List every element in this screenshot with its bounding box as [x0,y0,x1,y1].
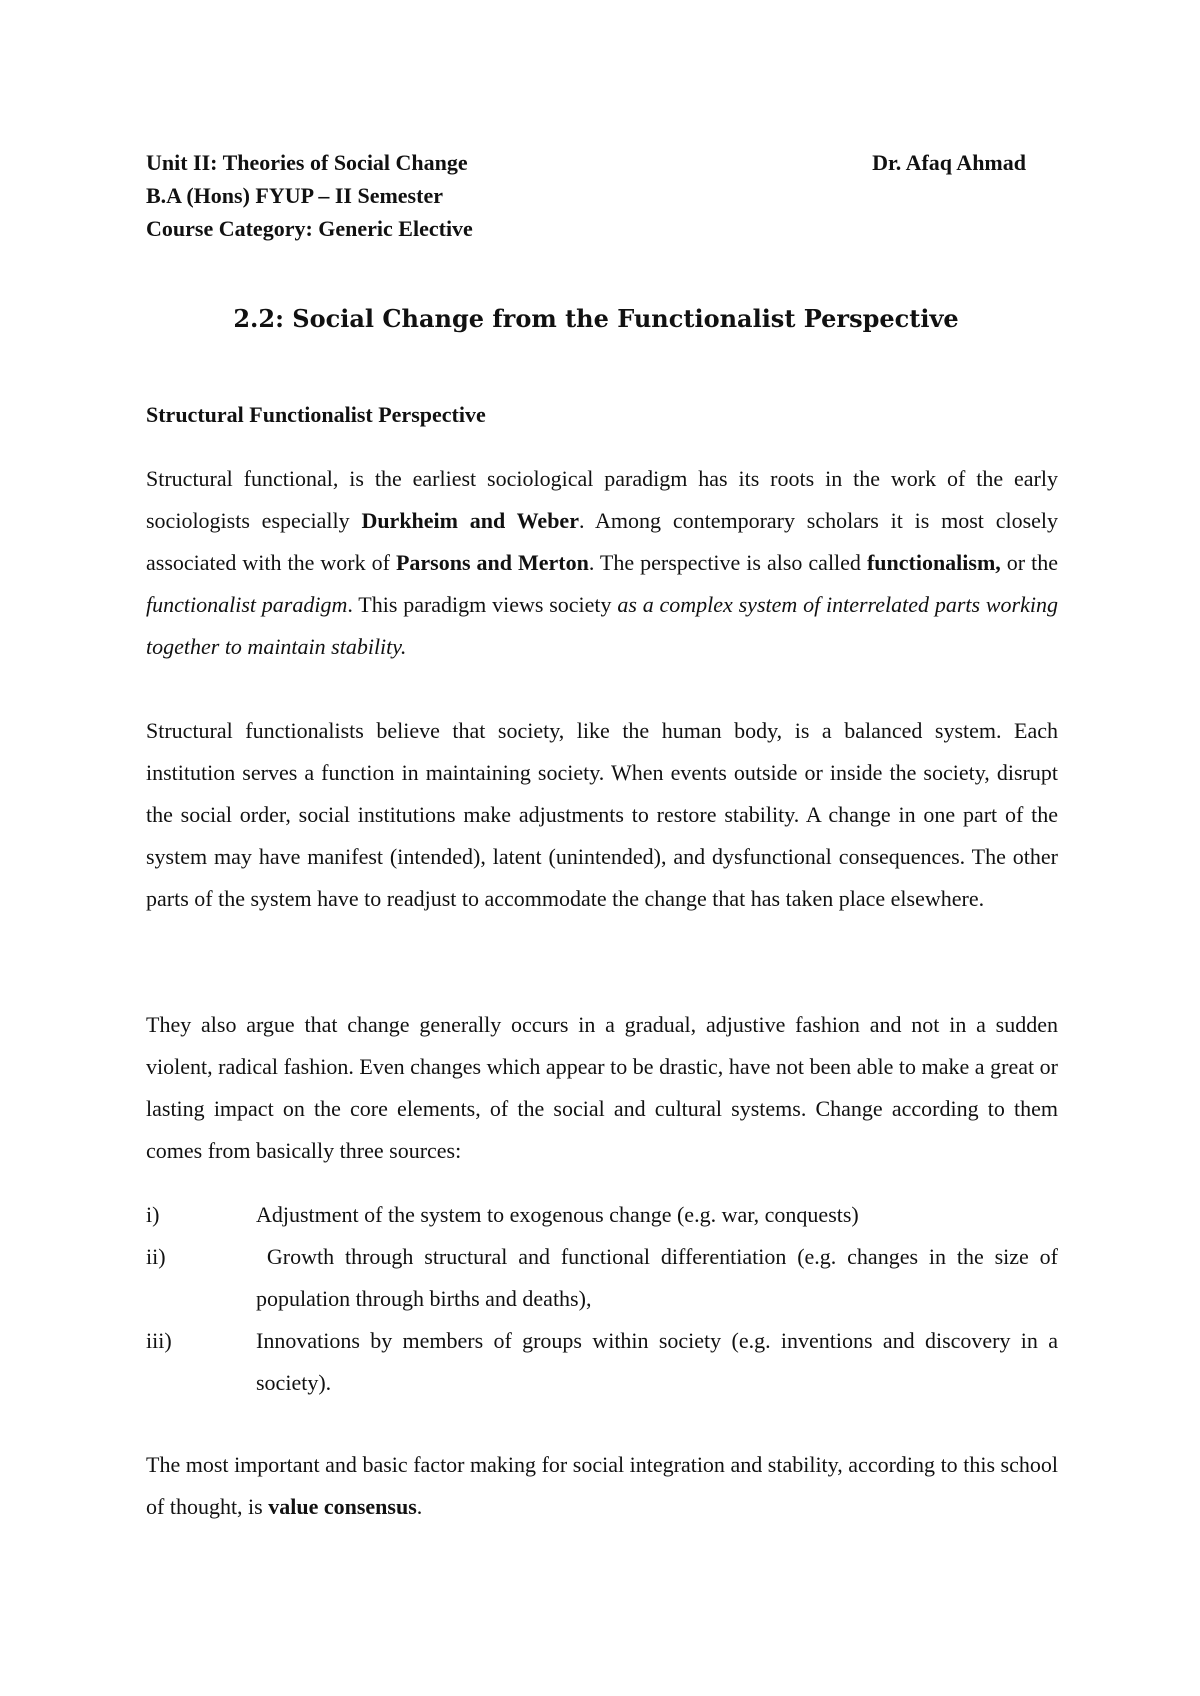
bold-run: Durkheim and Weber [361,508,579,533]
sources-list [146,1194,1064,1404]
unit-title: Unit II: Theories of Social Change [146,150,468,175]
list-number: i) [146,1202,160,1227]
paragraph-1 [146,458,1058,668]
text-run: or the [1000,550,1058,575]
subheading: Structural Functionalist Perspective [146,402,486,427]
text-run: . The perspective is also called [588,550,867,575]
bold-run: value consensus [268,1494,417,1519]
text-run: Structural functional, is the earliest sociological paradigm has its roots in the work of the early sociologists especially [146,466,1058,533]
author-name: Dr. Afaq Ahmad [872,150,1026,175]
section-title: 2.2: Social Change from the Functionalist Perspective [233,304,959,333]
document-header [146,146,1026,245]
course-category: Course Category: Generic Elective [146,216,473,241]
text-run: . This paradigm views society [347,592,618,617]
bold-run: functionalism, [866,550,1001,575]
bold-run: Parsons and Merton [395,550,589,575]
paragraph-2: Structural functionalists believe that society, like the human body, is a balanced system. Each institution serves a function in maintaining society. When events outside or inside the society, disrupt the social order, social institutions make adjustments to restore stability. A change in one part of the system may have manifest (intended), latent (unintended), and dysfunctional consequences. The other parts of the system have to readjust to accommodate the change that has taken place elsewhere. [146,718,1058,911]
list-number: ii) [146,1244,166,1269]
list-text: Growth through structural and functional differentiation (e.g. changes in the size of population through births and deaths), [256,1244,1064,1311]
list-text: Innovations by members of groups within society (e.g. inventions and discovery in a society). [256,1328,1058,1395]
text-run: . Among contemporary scholars it is most closely associated with the work of [146,508,1059,575]
paragraph-4 [146,1444,1058,1528]
italic-run: functionalist paradigm [146,592,348,617]
program-line: B.A (Hons) FYUP – II Semester [146,183,443,208]
italic-run: as a complex system of interrelated parts working together to maintain stability. [146,592,1058,659]
text-run: . [416,1494,423,1519]
list-number: iii) [146,1328,172,1353]
list-item [146,1236,1064,1320]
text-run: The most important and basic factor making for social integration and stability, according to this school of thought, is [146,1452,1058,1519]
list-item [146,1320,1058,1404]
list-item [146,1194,1058,1236]
list-text: Adjustment of the system to exogenous change (e.g. war, conquests) [256,1202,859,1227]
paragraph-3: They also argue that change generally occurs in a gradual, adjustive fashion and not in a sudden violent, radical fashion. Even changes which appear to be drastic, have not been able to make a great or lasting impact on the core elements, of the social and cultural systems. Change according to them comes from basically three sources: [146,1012,1058,1163]
